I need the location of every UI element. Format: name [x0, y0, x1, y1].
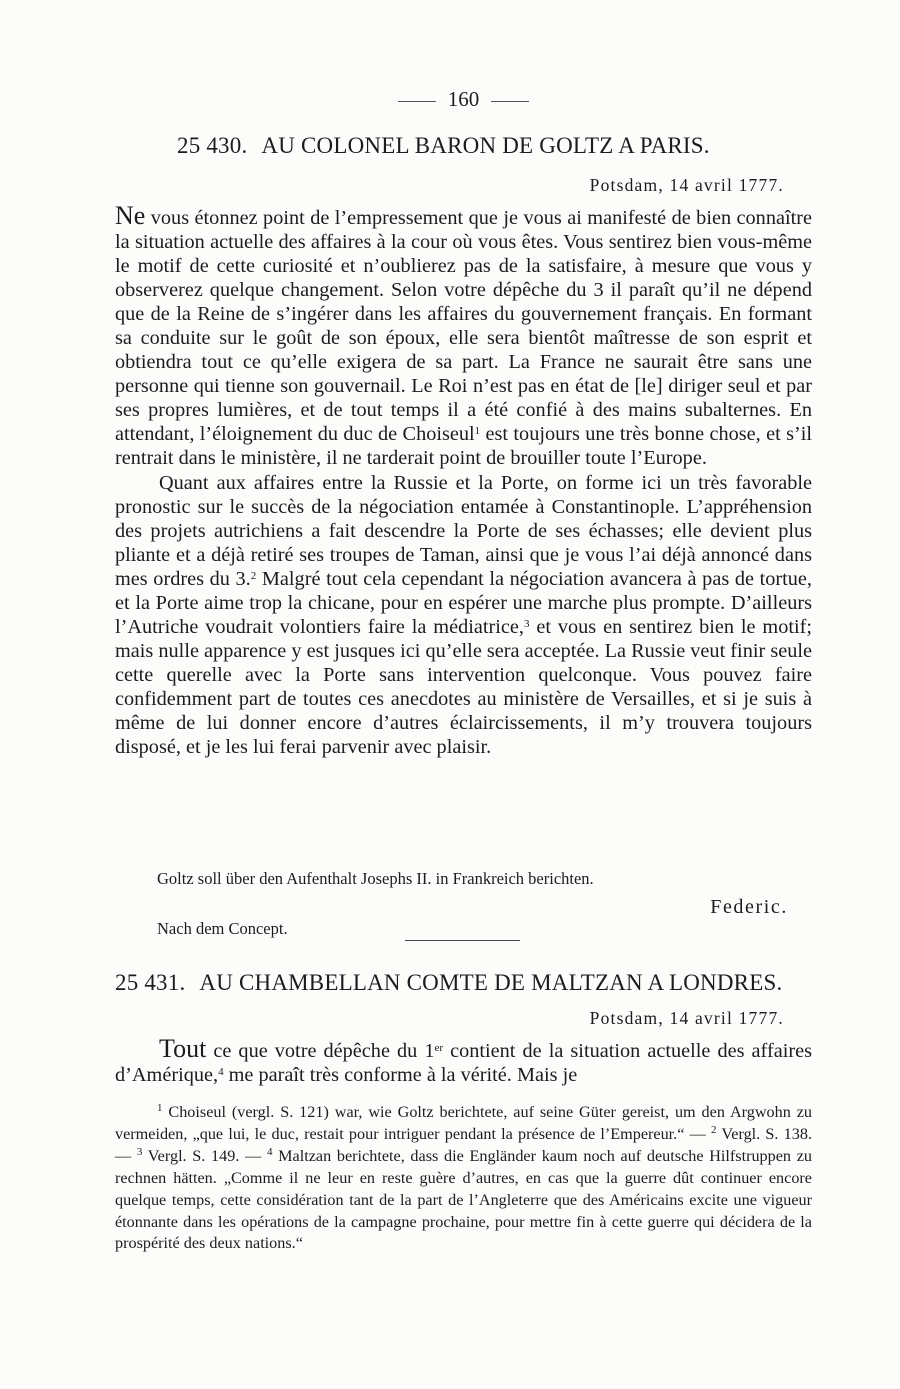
footnote-marker: 4 [218, 1066, 224, 1079]
footnote-text: Vergl. S. 138. — [115, 1124, 813, 1165]
footnote-text: Maltzan berichtete, dass die Engländer kaum noch auf deutsche Hilfstruppen zu rechnen hätten. „Comme il ne leur en reste guère d’autres, en cas que la guerre dût continuer encore quelque temps, cette considération tant de la part de l’Angleterre que des Américains excite une vigueur étonnante dans les opérations de la campagne prochaine, pour mettre fin à cette guerre qui décidera de la prospérité des deux nations.“ [115, 1146, 812, 1253]
letter-body [115, 1034, 812, 1087]
footnote-marker: 2 [711, 1123, 717, 1136]
divider [398, 101, 436, 102]
paragraph [115, 1034, 812, 1087]
paragraph-text: est toujours une très bonne chose, et s’il rentrait dans le ministère, il ne tarderait point de brouiller toute l’Europe. [115, 423, 812, 470]
editorial-note: Goltz soll über den Aufenthalt Josephs II. in Frankreich berichten. [157, 869, 594, 888]
footnotes [115, 1102, 812, 1255]
letter-title: AU CHAMBELLAN COMTE DE MALTZAN A LONDRES. [199, 970, 783, 995]
footnote-marker: 3 [136, 1145, 143, 1158]
divider [491, 101, 529, 102]
paragraph-text: Malgré tout cela cependant la négociation avancera à pas de tortue, et la Porte aime trop la chicane, pour en espérer une marche plus prompte. D’ailleurs l’Autriche voudrait volontiers faire la médiatrice, [115, 567, 812, 638]
page-number-line [115, 87, 812, 111]
letter-number: 25 430. [177, 133, 248, 158]
paragraph-text: et vous en sentirez bien le motif; mais nulle apparence y est jusques ici qu’elle sera acceptée. La Russie veut finir seule cette querelle avec la Porte sans intervention quelconque. Vous pouvez faire confidemment part de toutes ces anecdotes au ministère de Versailles, et si je suis à même de lui donner encore d’autres éclaircissements, il m’y trouvera toujours disposé, et je les lui ferai parvenir avec plaisir. [115, 615, 812, 759]
letter-heading [177, 133, 874, 159]
paragraph-text: vous étonnez point de l’empressement que je vous ai manifesté de bien connaître la situation actuelle des affaires à la cour où vous êtes. Vous sentirez bien vous-même le motif de cette curiosité et n’oublierez pas de la satisfaire, à mesure que vous y observerez quelque changement. Selon votre dépêche du 3 il paraît qu’il ne dépend que de la Reine de s’ingérer dans les affaires du gouvernement français. En formant sa conduite sur le goût de son époux, elle sera bientôt maîtresse de son esprit et obtiendra tout ce qu’elle exigera de sa part. La France ne saurait être sans une personne qui tienne son gouvernail. Le Roi n’est pas en état de [le] diriger seul et par ses propres lumières, et de tout temps il a été confié à des mains subalternes. En attendant, l’éloignement du duc de Choiseul [115, 207, 812, 446]
paragraph-text: contient de la situation actuelle des affaires d’Amérique, [115, 1040, 812, 1087]
signature: Federic. [710, 896, 788, 918]
section-divider [405, 940, 520, 941]
source-note: Nach dem Concept. [157, 919, 288, 938]
letter-number: 25 431. [115, 970, 186, 995]
footnote-marker: 2 [250, 569, 257, 582]
page-number: 160 [447, 87, 480, 111]
superscript: er [434, 1042, 444, 1054]
initial-word: Ne [115, 201, 146, 230]
letter-title: AU COLONEL BARON DE GOLTZ A PARIS. [261, 133, 710, 158]
footnote-marker: 4 [266, 1145, 273, 1158]
paragraph [115, 201, 812, 471]
footnote-marker: 1 [157, 1102, 163, 1114]
dateline: Potsdam, 14 avril 1777. [589, 175, 784, 195]
paragraph [115, 471, 812, 760]
paragraph-text: ce que votre dépêche du 1 [206, 1040, 435, 1062]
letter-heading [115, 970, 812, 996]
footnote-text: Vergl. S. 149. — [142, 1146, 267, 1165]
footnote-text: Choiseul (vergl. S. 121) war, wie Goltz berichtete, auf seine Güter gereist, um den Argwohn zu vermeiden, „que lui, le duc, restait pour intriguer pendant la présence de l’Empereur.“ — [115, 1103, 812, 1143]
dateline: Potsdam, 14 avril 1777. [589, 1008, 784, 1028]
initial-word: Tout [159, 1034, 207, 1063]
footnote-marker: 1 [474, 425, 481, 438]
paragraph-text: Quant aux affaires entre la Russie et la Porte, on forme ici un très favorable pronostic sur le succès de la négociation entamée à Constantinople. L’appréhension des projets autrichiens a fait descendre la Porte de ses échasses; elle devient plus pliante et a déjà retiré ses troupes de Taman, ainsi que je vous l’ai déjà annoncé dans mes ordres du 3. [115, 471, 812, 590]
letter-body [115, 201, 812, 759]
paragraph-text: me paraît très conforme à la vérité. Mais je [223, 1064, 578, 1087]
footnote-marker: 3 [523, 617, 530, 630]
footnote-text [115, 1102, 812, 1255]
